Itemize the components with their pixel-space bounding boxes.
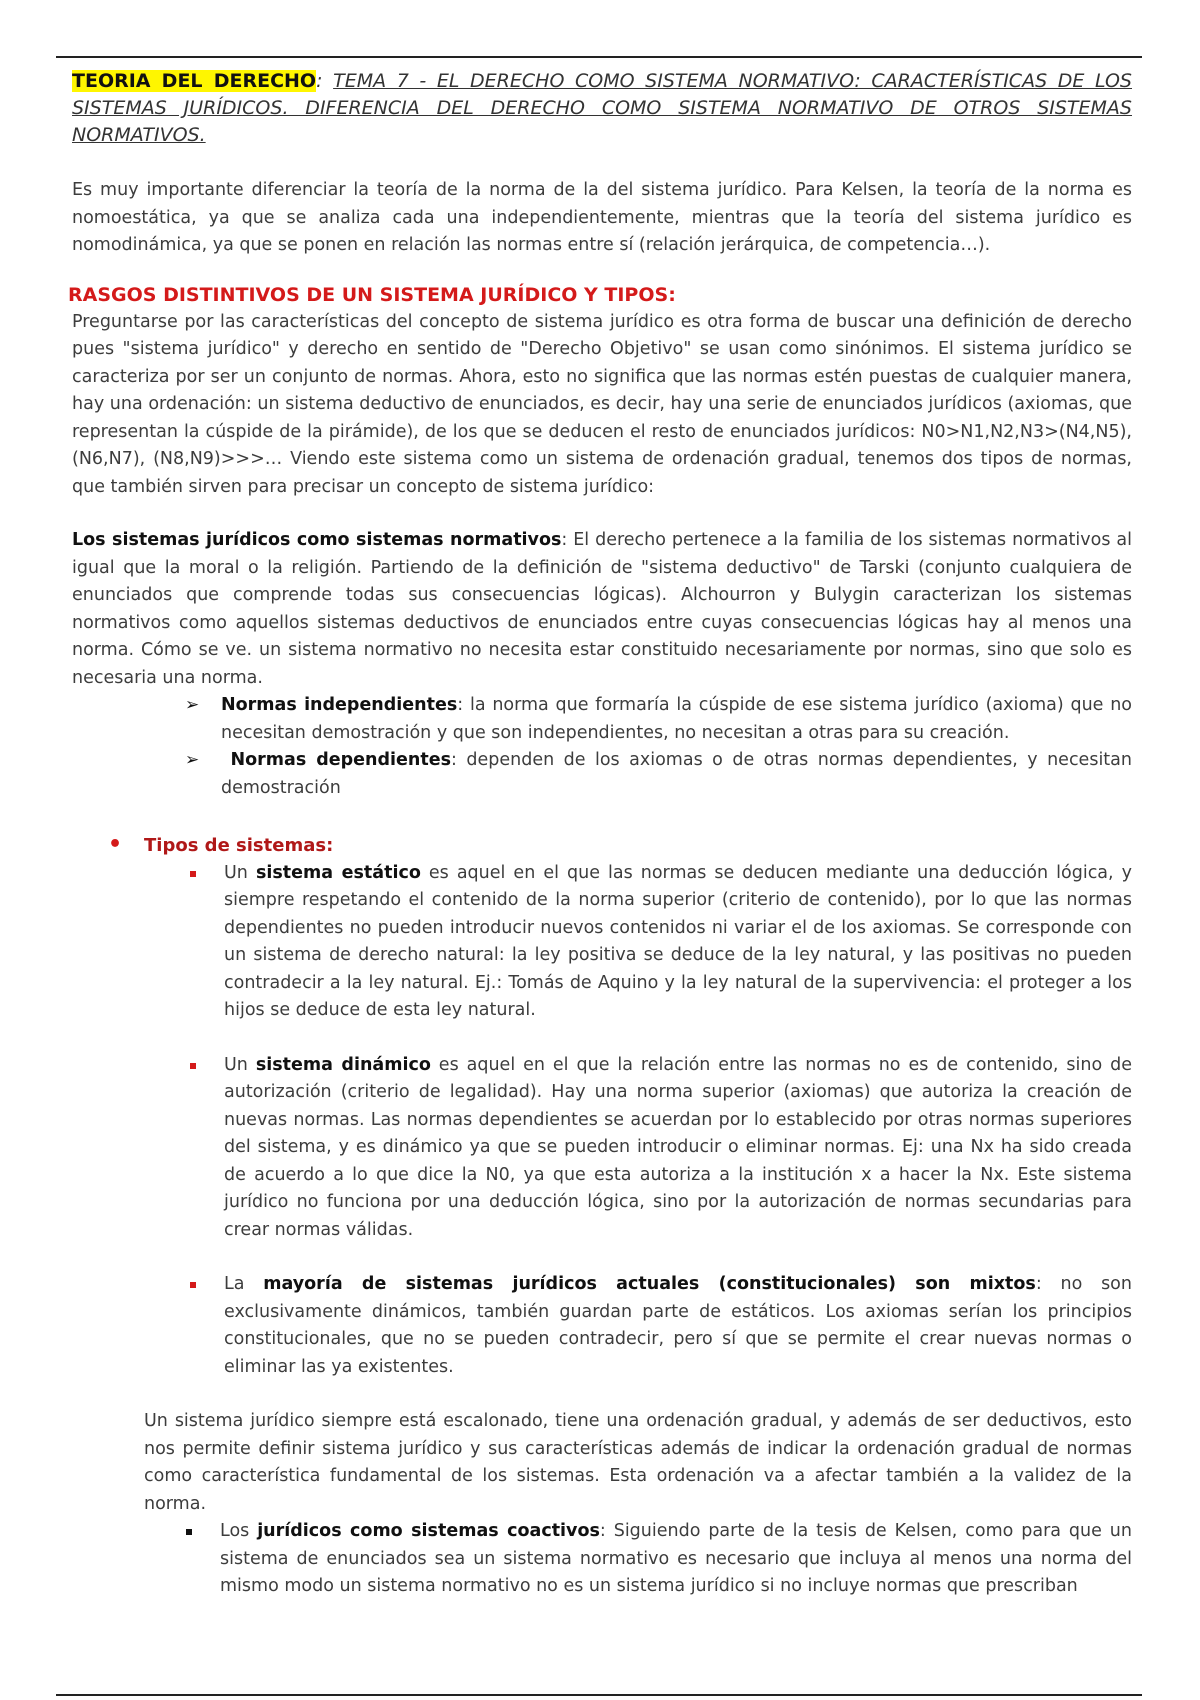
norm-types-list: [185, 692, 1132, 802]
dot-bullet-icon: •: [108, 832, 123, 857]
square-bullet-icon: [190, 871, 196, 877]
types-heading: • Tipos de sistemas:: [108, 832, 334, 857]
square-bullet-icon: [190, 1063, 196, 1069]
document-title: TEORIA DEL DERECHO: TEMA 7 - EL DERECHO COMO SISTEMA NORMATIVO: CARACTERÍSTICAS DE LOS SISTEMAS JURÍDICOS. DIFERENCIA DEL DERECHO COMO SISTEMA NORMATIVO DE OTROS SISTEMAS NORMATIVOS.: [72, 70, 1132, 146]
topic-title: TEMA 7 - EL DERECHO COMO SISTEMA NORMATIVO: CARACTERÍSTICAS DE LOS SISTEMAS JURÍDICOS. DIFERENCIA DEL DERECHO COMO SISTEMA NORMATIVO DE OTROS SISTEMAS NORMATIVOS.: [72, 70, 1132, 146]
section-body: Preguntarse por las características del concepto de sistema jurídico es otra forma de buscar una definición de derecho pues "sistema jurídico" y derecho en sentido de "Derecho Objetivo" se usan como sinónimos. El sistema jurídico se caracteriza por ser un conjunto de normas. Ahora, esto no significa que las normas estén puestas de cualquier manera, hay una ordenación: un sistema deductivo de enunciados, es decir, hay una serie de enunciados jurídicos (axiomas, que representan la cúspide de la pirámide), de los que se deducen el resto de enunciados jurídicos: N0>N1,N2,N3>(N4,N5), (N6,N7), (N8,N9)>>>… Viendo este sistema como un sistema de ordenación gradual, tenemos dos tipos de normas, que también sirven para precisar un concepto de sistema jurídico:: [72, 311, 1132, 497]
list-item: ➢ Normas dependientes: dependen de los axiomas o de otras normas dependientes, y necesitan demostración: [221, 747, 1132, 802]
section-heading: RASGOS DISTINTIVOS DE UN SISTEMA JURÍDICO Y TIPOS:: [68, 283, 676, 306]
list-item: La mayoría de sistemas jurídicos actuales (constitucionales) son mixtos: no son exclusivamente dinámicos, también guardan parte de estáticos. Los axiomas serían los principios constitucionales, que no se pueden contradecir, pero sí que se permite el crear nuevas normas o eliminar las ya existentes.: [224, 1271, 1132, 1381]
system-types-list: [224, 860, 1132, 1382]
intro-paragraph: Es muy importante diferenciar la teoría de la norma de la del sistema jurídico. Para Kelsen, la teoría de la norma es nomoestática, ya que se analiza cada una independientemente, mientras que la teoría del sistema jurídico es nomodinámica, ya que se ponen en relación las normas entre sí (relación jerárquica, de competencia…).: [72, 180, 1132, 255]
list-item: Un sistema dinámico es aquel en el que la relación entre las normas no es de contenido, sino de autorización (criterio de legalidad). Hay una norma superior (axiomas) que autoriza la creación de nuevas normas. Las normas dependientes se acuerdan por lo establecido por otras normas superiores del sistema, y es dinámico ya que se pueden introducir o eliminar normas. Ej: una Nx ha sido creada de acuerdo a lo que dice la N0, ya que esta autoriza a la institución x a hacer la Nx. Este sistema jurídico no funciona por una deducción lógica, sino por la autorización de normas secundarias para crear normas válidas.: [224, 1052, 1132, 1245]
arrow-bullet-icon: ➢: [185, 750, 200, 770]
closing-paragraph: Un sistema jurídico siempre está escalonado, tiene una ordenación gradual, y además de ser deductivos, esto nos permite definir sistema jurídico y sus características además de indicar la ordenación gradual de normas como característica fundamental de los sistemas. Esta ordenación va a afectar también a la validez de la norma.: [144, 1411, 1132, 1514]
subject-label: TEORIA DEL DERECHO: [72, 70, 317, 92]
top-rule: [56, 56, 1142, 58]
normative-paragraph: Los sistemas jurídicos como sistemas normativos: El derecho pertenece a la familia de los sistemas normativos al igual que la moral o la religión. Partiendo de la definición de "sistema deductivo" de Tarski (conjunto cualquiera de enunciados que comprende todas sus consecuencias lógicas). Alchourron y Bulygin caracterizan los sistemas normativos como aquellos sistemas deductivos de enunciados entre cuyas consecuencias lógicas hay al menos una norma. Cómo se ve. un sistema normativo no necesita estar constituido necesariamente por normas, sino que solo es necesaria una norma.: [72, 530, 1132, 688]
square-bullet-icon: [186, 1529, 192, 1535]
list-item: Un sistema estático es aquel en el que las normas se deducen mediante una deducción lógica, y siempre respetando el contenido de la norma superior (criterio de contenido), por lo que las normas dependientes no pueden introducir nuevos contenidos ni variar el de los axiomas. Se corresponde con un sistema de derecho natural: la ley positiva se deduce de la ley natural, y las positivas no pueden contradecir a la ley natural. Ej.: Tomás de Aquino y la ley natural de la supervivencia: el proteger a los hijos se deduce de esta ley natural.: [224, 860, 1132, 1025]
document-page: [68, 68, 1133, 1601]
square-bullet-icon: [190, 1282, 196, 1288]
arrow-bullet-icon: ➢: [185, 695, 200, 715]
list-item: ➢ Normas independientes: la norma que formaría la cúspide de ese sistema jurídico (axioma) que no necesitan demostración y que son independientes, no necesitan a otras para su creación.: [221, 692, 1132, 747]
normative-lead: Los sistemas jurídicos como sistemas normativos: [72, 530, 562, 550]
bottom-rule: [56, 1694, 1142, 1696]
coactive-item: Los jurídicos como sistemas coactivos: Siguiendo parte de la tesis de Kelsen, como para que un sistema de enunciados sea un sistema normativo es necesario que incluya al menos una norma del mismo modo un sistema normativo no es un sistema jurídico si no incluye normas que prescriban: [220, 1518, 1132, 1601]
